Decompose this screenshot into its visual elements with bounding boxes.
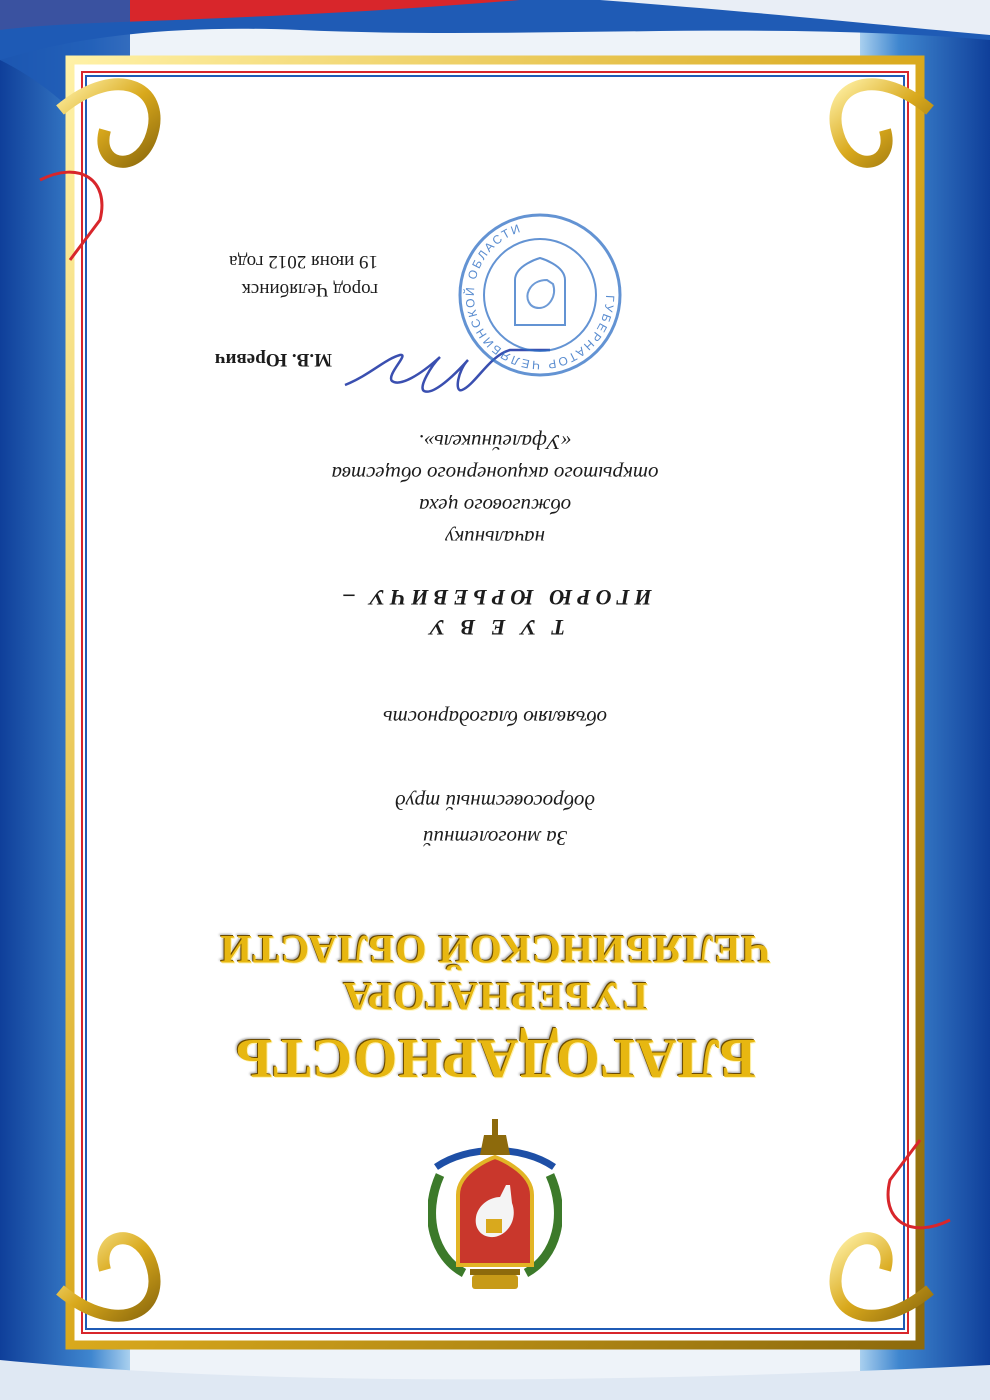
position-line-2: обжигового цеха bbox=[418, 494, 572, 518]
svg-text:ГУБЕРНАТОР ЧЕЛЯБИНСКОЙ ОБЛАСТИ: ГУБЕРНАТОР ЧЕЛЯБИНСКОЙ ОБЛАСТИ bbox=[462, 220, 618, 373]
certificate-subtitle-region: ЧЕЛЯБИНСКОЙ ОБЛАСТИ bbox=[219, 927, 771, 972]
position-line-4: «Уфалейникель». bbox=[418, 430, 572, 454]
recipient-name: ИГОРЮ ЮРЬЕВИЧУ – bbox=[338, 585, 652, 610]
position-line-3: открытого акционерного общества bbox=[331, 462, 659, 486]
certificate-title: БЛАГОДАРНОСТЬ bbox=[234, 1027, 756, 1089]
governor-seal-icon bbox=[455, 210, 625, 380]
document-place: город Челябинск bbox=[241, 279, 378, 300]
coat-of-arms-icon bbox=[428, 1115, 562, 1295]
declaration-text: объявляю благодарность bbox=[383, 706, 607, 730]
signatory-name: М.В. Юревич bbox=[214, 349, 332, 370]
intro-line-1: За многолетний bbox=[423, 826, 567, 850]
recipient-surname: Т У Е В У bbox=[424, 615, 566, 640]
certificate-subtitle-governor: ГУБЕРНАТОРА bbox=[342, 974, 648, 1019]
position-line-1: начальнику bbox=[445, 526, 545, 550]
intro-line-2: добросовестный труд bbox=[395, 790, 596, 814]
document-date: 19 июня 2012 года bbox=[229, 251, 378, 272]
